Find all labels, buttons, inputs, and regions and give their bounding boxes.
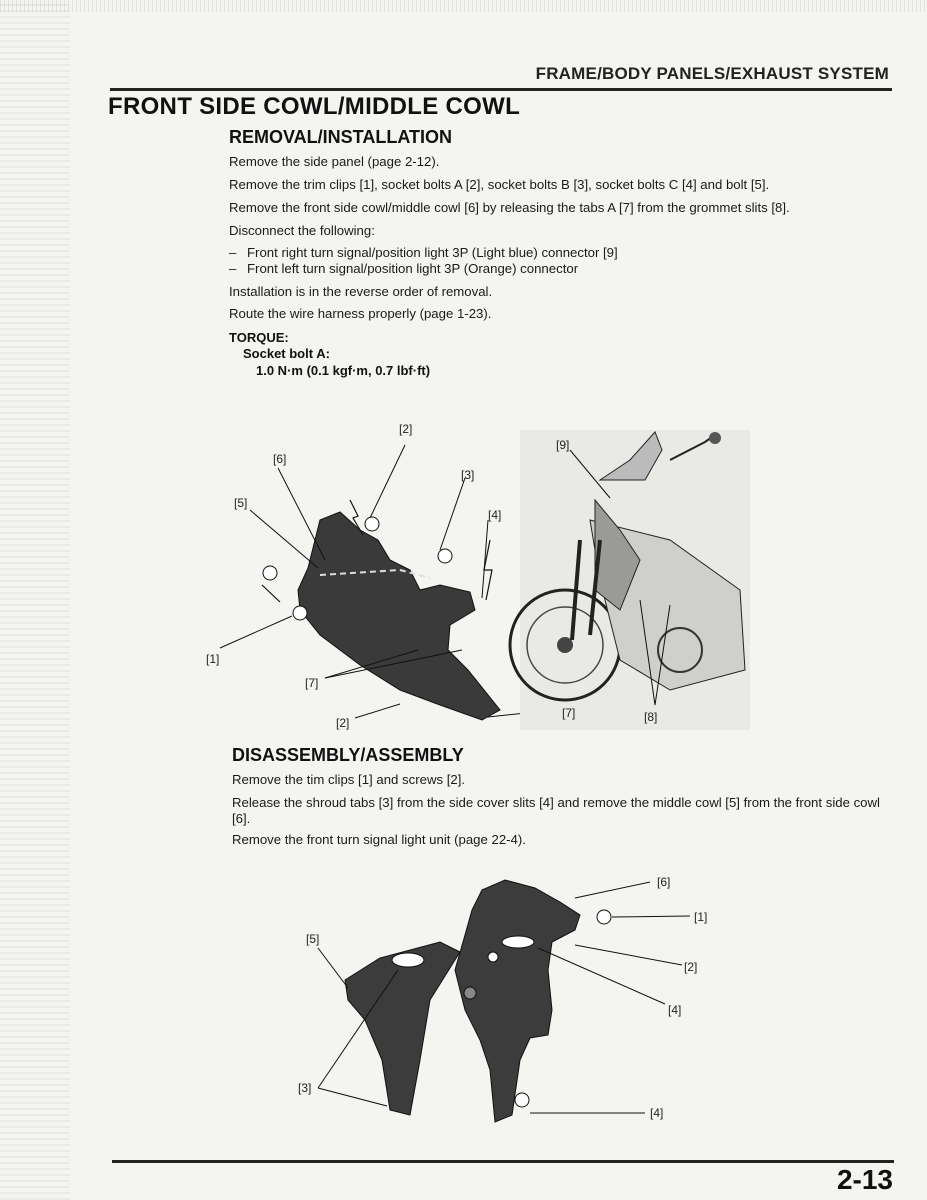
disassembly-step-3: Remove the front turn signal light unit (page 22-4). xyxy=(232,832,526,847)
removal-after-1: Installation is in the reverse order of removal. xyxy=(229,284,493,299)
torque-item: Socket bolt A: xyxy=(243,346,330,361)
disassembly-step-2: Release the shroud tabs [3] from the side cover slits [4] and remove the middle cowl [5] from the front side cowl xyxy=(232,795,880,810)
leader-line xyxy=(250,510,318,568)
fig1-callout-3: [3] xyxy=(461,468,475,482)
fig1-callout-2-bottom: [2] xyxy=(336,716,350,730)
connector-item-2: – Front left turn signal/position light 3P (Orange) connector xyxy=(229,261,579,276)
fig2-callout-4-upper: [4] xyxy=(668,1003,682,1017)
removal-step-3: Remove the front side cowl/middle cowl [6] by releasing the tabs A [7] from the grommet slits [8]. xyxy=(229,200,790,215)
leader-line xyxy=(355,704,400,718)
fig1-callout-6: [6] xyxy=(273,452,287,466)
fig2-callout-2: [2] xyxy=(684,960,698,974)
middle-cowl-shape xyxy=(345,942,460,1115)
motorcycle-illustration xyxy=(510,430,750,730)
fig1-callout-7-left: [7] xyxy=(305,676,319,690)
fig2-callout-3: [3] xyxy=(298,1081,312,1095)
fig2-callout-5: [5] xyxy=(306,932,320,946)
leader-line xyxy=(220,616,292,648)
leader-line xyxy=(612,916,690,917)
disassembly-step-2-cont: [6]. xyxy=(232,811,251,826)
fig1-callout-4: [4] xyxy=(488,508,502,522)
header-rule xyxy=(110,88,892,91)
cowl-removal-figure xyxy=(200,420,760,740)
fig1-callout-2-top: [2] xyxy=(399,422,413,436)
fig2-callout-6: [6] xyxy=(657,875,671,889)
torque-label: TORQUE: xyxy=(229,330,289,345)
fig1-callout-1: [1] xyxy=(206,652,220,666)
chapter-header: FRAME/BODY PANELS/EXHAUST SYSTEM xyxy=(535,64,889,83)
leader-line xyxy=(440,478,465,550)
disassembly-title: DISASSEMBLY/ASSEMBLY xyxy=(232,745,464,765)
fig1-callout-5: [5] xyxy=(234,496,248,510)
fig1-callout-7-right: [7] xyxy=(562,706,576,720)
disassembly-step-1: Remove the tim clips [1] and screws [2]. xyxy=(232,772,466,787)
trim-clip-marker xyxy=(263,566,277,580)
fig1-callout-8: [8] xyxy=(644,710,658,724)
scan-edge-artifact xyxy=(0,0,70,1200)
leader-line xyxy=(318,1088,387,1106)
leader-line xyxy=(575,945,682,965)
leader-line xyxy=(482,520,488,598)
removal-step-1: Remove the side panel (page 2-12). xyxy=(229,154,440,169)
front-side-cowl-shape xyxy=(455,880,580,1122)
middle-cowl-tab xyxy=(392,953,424,967)
screw-marker xyxy=(464,987,476,999)
removal-arrow xyxy=(484,540,492,600)
removal-step-2: Remove the trim clips [1], socket bolts A [2], socket bolts B [3], socket bolts C [4] and bolt [5]. xyxy=(229,177,770,192)
connector-item-1: – Front right turn signal/position light 3P (Light blue) connector [9] xyxy=(229,245,618,260)
cowl-slit xyxy=(502,936,534,948)
torque-value: 1.0 N·m (0.1 kgf·m, 0.7 lbf·ft) xyxy=(256,363,431,378)
fig1-callout-9: [9] xyxy=(556,438,570,452)
screw-marker xyxy=(488,952,498,962)
removal-arrow xyxy=(262,585,280,602)
removal-title: REMOVAL/INSTALLATION xyxy=(229,127,452,147)
trim-clip-marker xyxy=(597,910,611,924)
bolt-marker xyxy=(365,517,379,531)
leader-line xyxy=(575,882,650,898)
cowl-disassembly-figure xyxy=(290,860,710,1130)
trim-clip-marker xyxy=(293,606,307,620)
leader-line xyxy=(538,948,665,1004)
removal-step-4: Disconnect the following: xyxy=(229,223,375,238)
leader-line xyxy=(278,468,325,560)
front-side-cowl-shape xyxy=(298,512,500,720)
bolt-marker xyxy=(438,549,452,563)
trim-clip-marker xyxy=(515,1093,529,1107)
connector-text-1: Front right turn signal/position light 3P (Light blue) connector [9] xyxy=(247,245,618,260)
connector-text-2: Front left turn signal/position light 3P (Orange) connector xyxy=(247,261,579,276)
footer-rule xyxy=(112,1160,894,1163)
section-title: FRONT SIDE COWL/MIDDLE COWL xyxy=(108,93,521,120)
fig2-callout-4-lower: [4] xyxy=(650,1106,664,1120)
page-number: 2-13 xyxy=(836,1164,893,1195)
leader-line xyxy=(370,445,405,518)
removal-after-2: Route the wire harness properly (page 1-23). xyxy=(229,306,492,321)
leader-line xyxy=(318,948,348,988)
scan-top-artifact xyxy=(0,0,927,12)
fig2-callout-1: [1] xyxy=(694,910,708,924)
